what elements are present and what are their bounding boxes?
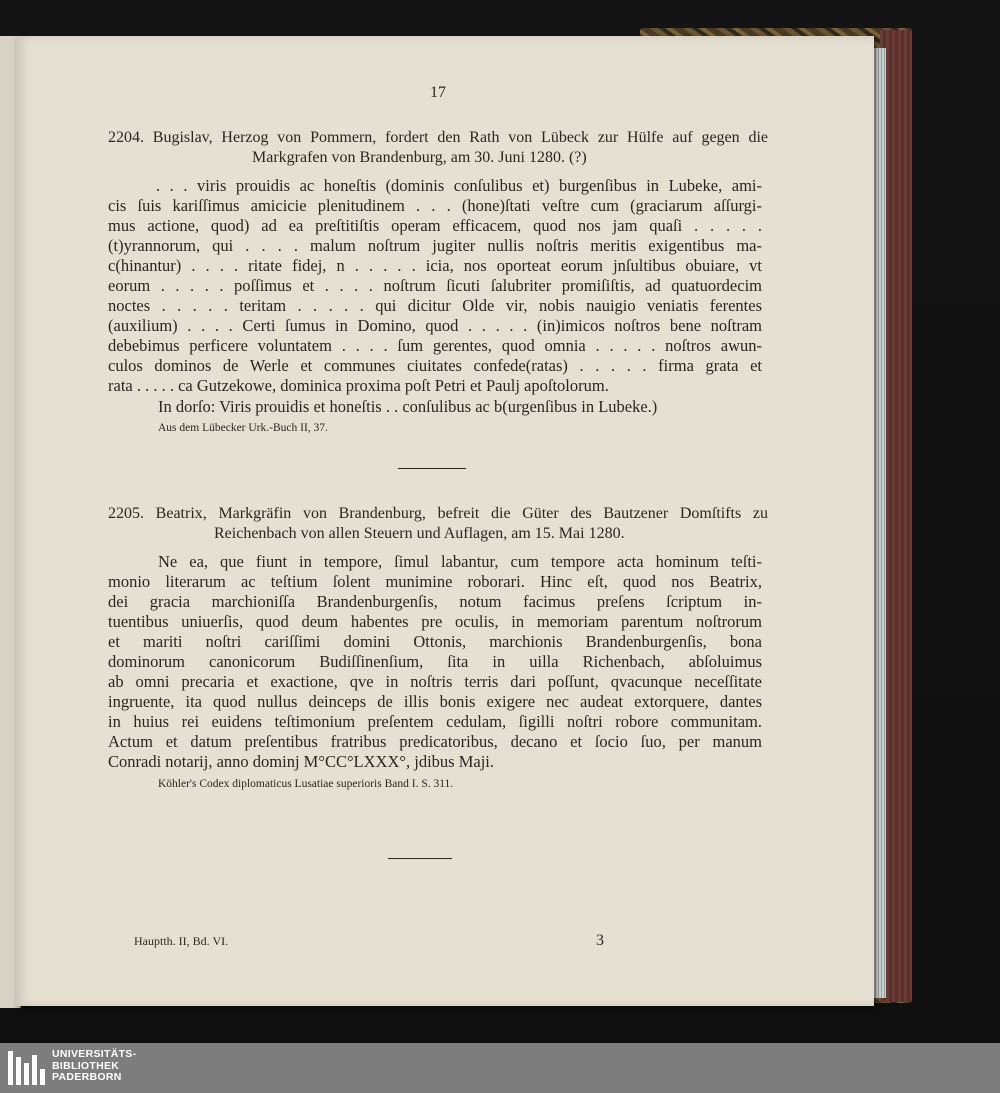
entry-2204-source: Aus dem Lübecker Urk.-Buch II, 37. — [158, 422, 328, 434]
entry-2205-body-line: ab omni precaria et exactione, qve in noſtris terris dari poſſunt, qvacunque neceſſitate — [108, 672, 762, 691]
entry-2205-source: Köhler's Codex diplomaticus Lusatiae superioris Band I. S. 311. — [158, 778, 454, 790]
book-page — [16, 36, 874, 1006]
entry-2205-body-line: Conradi notarij, anno dominj M°CC°LXXX°, jdibus Maji. — [108, 752, 494, 771]
footer-sheet-number: 3 — [596, 932, 604, 949]
entry-2205-body-line: in huius rei euidens teſtimonium preſentem cedulam, ſigilli noſtri robore communitam. — [108, 712, 762, 731]
entry-2205-body-line: ingruente, ita quod nullus deinceps de illis bonis exigere nec audeat extorquere, dantes — [108, 692, 762, 711]
entry-2204-body-line: cis ſuis kariſſimus amicicie plenitudinem . . . (hone)ſtati veſtre cum (graciarum aſſurgi- — [108, 196, 762, 215]
library-name-line: UNIVERSITÄTS- — [52, 1048, 137, 1060]
library-name-line: PADERBORN — [52, 1071, 122, 1083]
entry-2204-body-line: rata . . . . . ca Gutzekowe, dominica proxima poſt Petri et Paulj apoſtolorum. — [108, 376, 609, 395]
entry-2205-body-line: et mariti noſtri cariſſimi domini Ottonis, marchionis Brandenburgenſis, bona — [108, 632, 762, 651]
entry-2205-body-line: Actum et datum preſentibus fratribus predicatoribus, decano et ſocio ſuo, per manum — [108, 732, 762, 751]
entry-2205-body-line: dominorum canonicorum Budiſſinenſium, ſita in uilla Richenbach, abſoluimus — [108, 652, 762, 671]
entry-2204-dorso-line: In dorſo: Viris prouidis et honeſtis . . conſulibus ac b(urgenſibus in Lubeke.) — [158, 397, 658, 416]
section-divider — [388, 858, 452, 859]
entry-2204-body-line: c(hinantur) . . . . ritate fidej, n . . . . . icia, nos oporteat eorum jnſultibus obuiare, vt — [108, 256, 762, 275]
library-logo-icon — [8, 1051, 48, 1085]
entry-2204-body-line: mus actione, quod) ad ea preſtitiſtis operam efficacem, quod nos jam quaſi . . . . . — [108, 216, 762, 235]
entry-2204-body-line: eorum . . . . . poſſimus et . . . . noſtrum ſicuti ſalubriter promiſiſtis, ad quatuordecim — [108, 276, 762, 295]
entry-2205-heading-line-2: Reichenbach von allen Steuern und Auflagen, am 15. Mai 1280. — [214, 525, 625, 542]
entry-2205-body-line: monio literarum ac teſtium ſolent munimine roborari. Hinc eſt, quod nos Beatrix, — [108, 572, 762, 591]
entry-2204-body-line: culos dominos de Werle et communes ciuitates confede(ratas) . . . . . firma grata et — [108, 356, 762, 375]
page-number: 17 — [430, 84, 446, 101]
library-name-line: BIBLIOTHEK — [52, 1059, 120, 1072]
entry-2204-body-line: debebimus perficere voluntatem . . . . ſum gerentes, quod omnia . . . . . noſtros awun- — [108, 336, 762, 355]
entry-2204-body-line: noctes . . . . . teritam . . . . . qui dicitur Olde vir, nobis nauigio veniatis ferentes — [108, 296, 762, 315]
library-footer-bar — [0, 1043, 1000, 1093]
entry-2204-heading-line-1: 2204. Bugislav, Herzog von Pommern, fordert den Rath von Lübeck zur Hülfe auf gegen die — [108, 129, 768, 146]
entry-2205-body-line: tuentibus uniuerſis, quod deum habentes pre oculis, in memoriam parentum noſtrorum — [108, 612, 762, 631]
entry-2205-body-line: dei gracia marchioniſſa Brandenburgenſis, notum facimus preſens ſcriptum in- — [108, 592, 762, 611]
entry-2205-heading-line-1: 2205. Beatrix, Markgräfin von Brandenburg, befreit die Güter des Bautzener Domſtifts zu — [108, 505, 768, 522]
entry-2204-body-line: (t)yrannorum, qui . . . . malum noſtrum jugiter nullis noſtris meritis exigentibus ma- — [108, 236, 762, 255]
entry-2204-body-line: (auxilium) . . . . Certi ſumus in Domino, quod . . . . . (in)imicos noſtros bene noſtram — [108, 316, 762, 335]
footer-signature: Hauptth. II, Bd. VI. — [134, 934, 229, 948]
entry-2204-body-line: . . . viris prouidis ac honeſtis (dominis conſulibus et) burgenſibus in Lubeke, ami- — [156, 176, 762, 195]
library-name — [52, 1049, 136, 1084]
section-divider — [398, 468, 466, 469]
entry-2205-body-line: Ne ea, que fiunt in tempore, ſimul labantur, cum tempore acta hominum teſti- — [158, 552, 762, 571]
entry-2204-heading-line-2: Markgrafen von Brandenburg, am 30. Juni 1280. (?) — [252, 149, 587, 166]
